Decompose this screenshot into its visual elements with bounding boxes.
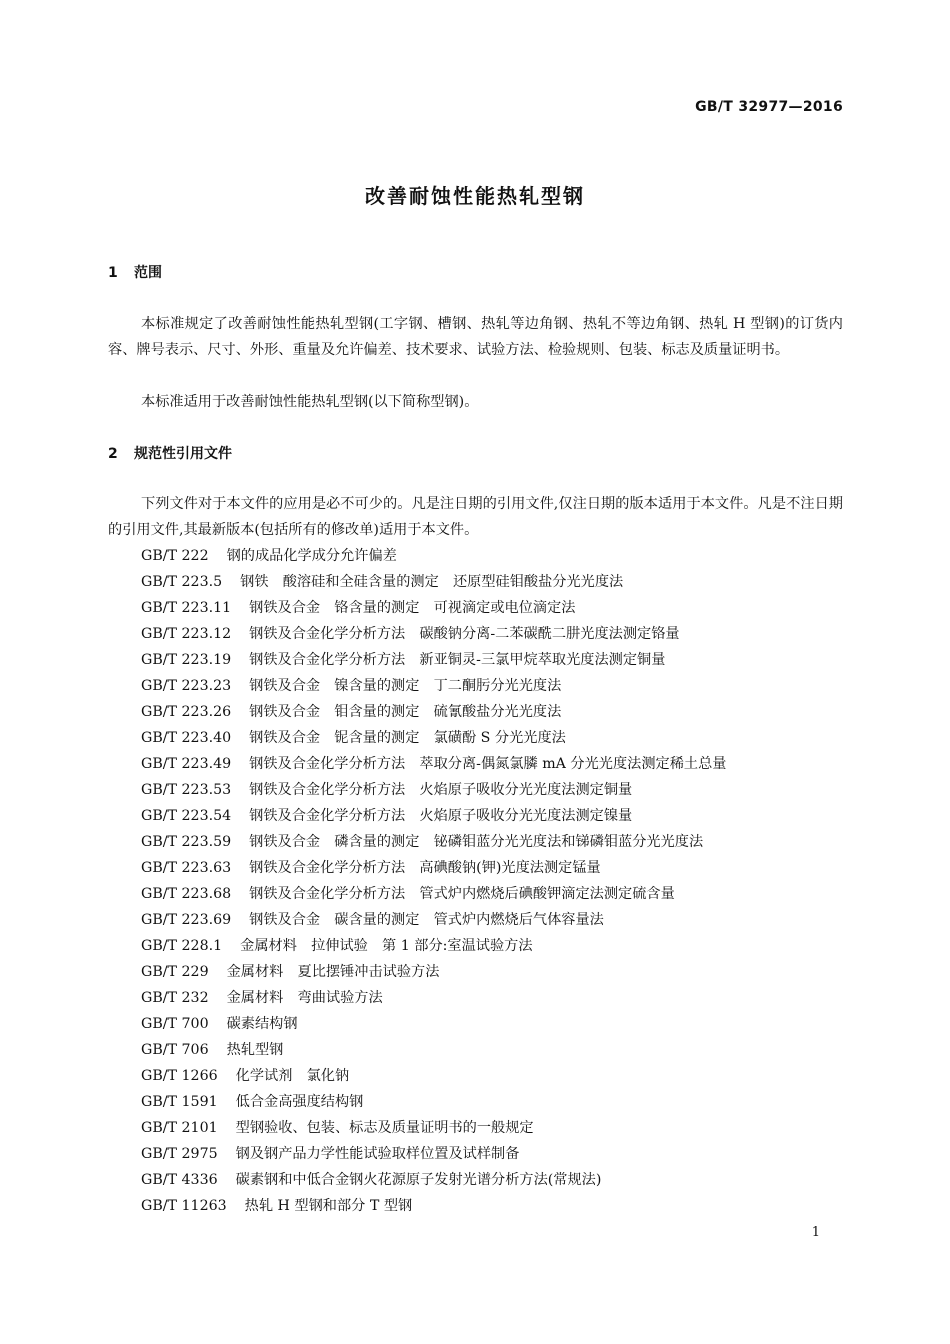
reference-title: 低合金高强度结构钢 xyxy=(235,1094,364,1110)
reference-code: GB/T 223.19 xyxy=(141,652,232,668)
reference-item xyxy=(141,855,851,881)
reference-code: GB/T 223.63 xyxy=(141,860,232,876)
page-number: 1 xyxy=(811,1225,820,1240)
reference-title: 钢铁及合金化学分析方法 萃取分离-偶氮氯膦 mA 分光光度法测定稀土总量 xyxy=(249,756,727,772)
section-number: 2 xyxy=(108,446,118,462)
reference-title: 钢的成品化学成分允许偏差 xyxy=(226,548,397,564)
reference-item xyxy=(141,777,851,803)
section-title: 规范性引用文件 xyxy=(134,446,232,462)
reference-code: GB/T 223.59 xyxy=(141,834,232,850)
reference-title: 化学试剂 氯化钠 xyxy=(235,1068,350,1084)
reference-title: 钢铁及合金 钼含量的测定 硫氰酸盐分光光度法 xyxy=(249,704,562,720)
reference-title: 钢铁及合金化学分析方法 管式炉内燃烧后碘酸钾滴定法测定硫含量 xyxy=(249,886,675,902)
reference-item xyxy=(141,1011,851,1037)
reference-code: GB/T 223.23 xyxy=(141,678,232,694)
reference-title: 热轧 H 型钢和部分 T 型钢 xyxy=(244,1198,413,1214)
reference-code: GB/T 223.68 xyxy=(141,886,232,902)
reference-title: 钢铁及合金化学分析方法 高碘酸钠(钾)光度法测定锰量 xyxy=(249,860,601,876)
reference-item xyxy=(141,1063,851,1089)
reference-code: GB/T 223.26 xyxy=(141,704,232,720)
scope-paragraph: 本标准规定了改善耐蚀性能热轧型钢(工字钢、槽钢、热轧等边角钢、热轧不等边角钢、热轧 H 型钢)的订货内容、牌号表示、尺寸、外形、重量及允许偏差、技术要求、试验方法、检验规则、包装、标志及质量证明书。 xyxy=(108,316,843,358)
reference-title: 钢铁及合金化学分析方法 火焰原子吸收分光光度法测定镍量 xyxy=(249,808,633,824)
reference-item xyxy=(141,985,851,1011)
reference-code: GB/T 223.11 xyxy=(141,600,232,616)
reference-item xyxy=(141,1037,851,1063)
reference-title: 钢铁及合金化学分析方法 新亚铜灵-三氯甲烷萃取光度法测定铜量 xyxy=(249,652,666,668)
reference-code: GB/T 223.5 xyxy=(141,574,223,590)
reference-title: 金属材料 弯曲试验方法 xyxy=(226,990,383,1006)
section-title: 范围 xyxy=(134,265,162,281)
reference-code: GB/T 4336 xyxy=(141,1172,218,1188)
reference-title: 钢铁及合金 碳含量的测定 管式炉内燃烧后气体容量法 xyxy=(249,912,604,928)
document-title: 改善耐蚀性能热轧型钢 xyxy=(365,184,585,208)
reference-code: GB/T 2975 xyxy=(141,1146,218,1162)
references-intro-paragraph: 下列文件对于本文件的应用是必不可少的。凡是注日期的引用文件,仅注日期的版本适用于本文件。凡是不注日期的引用文件,其最新版本(包括所有的修改单)适用于本文件。 xyxy=(108,496,843,538)
reference-code: GB/T 223.54 xyxy=(141,808,232,824)
reference-title: 钢铁及合金 磷含量的测定 铋磷钼蓝分光光度法和锑磷钼蓝分光光度法 xyxy=(249,834,704,850)
reference-code: GB/T 706 xyxy=(141,1042,209,1058)
reference-code: GB/T 223.69 xyxy=(141,912,232,928)
reference-item xyxy=(141,543,851,569)
section-heading-normative-references xyxy=(108,443,232,463)
reference-item xyxy=(141,1167,851,1193)
reference-code: GB/T 1266 xyxy=(141,1068,218,1084)
reference-code: GB/T 700 xyxy=(141,1016,209,1032)
reference-item xyxy=(141,1115,851,1141)
reference-code: GB/T 228.1 xyxy=(141,938,223,954)
reference-item xyxy=(141,595,851,621)
reference-item xyxy=(141,1141,851,1167)
reference-item xyxy=(141,803,851,829)
reference-item xyxy=(141,621,851,647)
reference-item xyxy=(141,907,851,933)
reference-title: 钢铁 酸溶硅和全硅含量的测定 还原型硅钼酸盐分光光度法 xyxy=(240,574,624,590)
section-heading-scope xyxy=(108,262,162,282)
reference-code: GB/T 1591 xyxy=(141,1094,218,1110)
reference-title: 型钢验收、包装、标志及质量证明书的一般规定 xyxy=(235,1120,534,1136)
reference-item xyxy=(141,959,851,985)
reference-item xyxy=(141,881,851,907)
reference-title: 碳素钢和中低合金钢火花源原子发射光谱分析方法(常规法) xyxy=(235,1172,602,1188)
reference-title: 热轧型钢 xyxy=(226,1042,284,1058)
reference-item xyxy=(141,569,851,595)
reference-code: GB/T 223.12 xyxy=(141,626,232,642)
reference-title: 钢铁及合金 铬含量的测定 可视滴定或电位滴定法 xyxy=(249,600,576,616)
reference-code: GB/T 11263 xyxy=(141,1198,227,1214)
reference-code: GB/T 223.40 xyxy=(141,730,232,746)
reference-title: 碳素结构钢 xyxy=(226,1016,298,1032)
reference-list xyxy=(141,543,851,1219)
reference-title: 钢及钢产品力学性能试验取样位置及试样制备 xyxy=(235,1146,520,1162)
reference-code: GB/T 223.53 xyxy=(141,782,232,798)
standard-code: GB/T 32977—2016 xyxy=(695,99,843,115)
reference-item xyxy=(141,699,851,725)
scope-paragraph: 本标准适用于改善耐蚀性能热轧型钢(以下简称型钢)。 xyxy=(141,394,479,410)
reference-item xyxy=(141,751,851,777)
reference-title: 钢铁及合金化学分析方法 火焰原子吸收分光光度法测定铜量 xyxy=(249,782,633,798)
reference-code: GB/T 232 xyxy=(141,990,209,1006)
reference-item xyxy=(141,725,851,751)
reference-title: 钢铁及合金 镍含量的测定 丁二酮肟分光光度法 xyxy=(249,678,562,694)
reference-title: 金属材料 夏比摆锤冲击试验方法 xyxy=(226,964,440,980)
reference-item xyxy=(141,1193,851,1219)
reference-item xyxy=(141,933,851,959)
reference-item xyxy=(141,1089,851,1115)
reference-code: GB/T 229 xyxy=(141,964,209,980)
section-number: 1 xyxy=(108,265,118,281)
reference-item xyxy=(141,673,851,699)
reference-code: GB/T 223.49 xyxy=(141,756,232,772)
reference-code: GB/T 2101 xyxy=(141,1120,218,1136)
reference-title: 金属材料 拉伸试验 第 1 部分:室温试验方法 xyxy=(240,938,533,954)
reference-title: 钢铁及合金化学分析方法 碳酸钠分离-二苯碳酰二肼光度法测定铬量 xyxy=(249,626,680,642)
reference-code: GB/T 222 xyxy=(141,548,209,564)
reference-item xyxy=(141,829,851,855)
reference-item xyxy=(141,647,851,673)
reference-title: 钢铁及合金 铌含量的测定 氯磺酚 S 分光光度法 xyxy=(249,730,566,746)
